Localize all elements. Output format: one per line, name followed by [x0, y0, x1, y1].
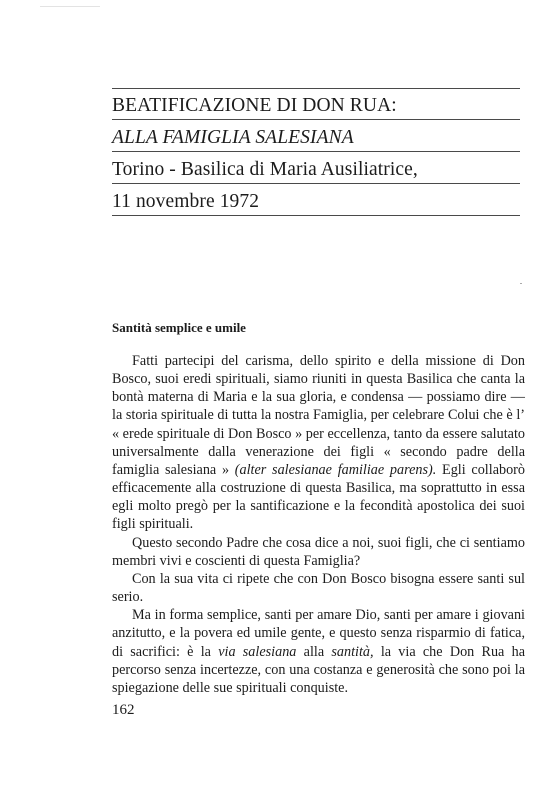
paragraph-4-text-a: Ma in forma semplice, santi per amare Dio, santi per amare i giovani anzitutto, e la povera ed umile gente, e questo senza risparmio di fatica, di sacrifici: è la	[112, 607, 525, 660]
scan-speck	[520, 283, 522, 284]
header-line-date: 11 novembre 1972	[112, 186, 520, 216]
paragraph-2: Questo secondo Padre che cosa dice a noi, suoi figli, che ci sentiamo membri vivi e coscienti di questa Famiglia?	[112, 534, 525, 569]
paragraph-3: Con la sua vita ci ripete che con Don Bosco bisogna essere santi sul serio.	[112, 570, 525, 606]
paragraph-4-text-c: alla	[296, 643, 332, 660]
paragraph-1-latin-quote: (alter salesianae familiae parens).	[234, 461, 437, 478]
section-title: Santità semplice e umile	[112, 320, 246, 335]
scan-speck	[40, 6, 100, 7]
paragraph-1-text-c: Egli collaborò efficacemente alla costruzione di questa Basilica, ma soprattutto in essa egli molto pregò per la santificazione e la fecondità apostolica dei suoi figli spirituali.	[112, 461, 525, 533]
paragraph-1	[112, 352, 525, 534]
paragraph-4	[112, 606, 525, 697]
chapter-header	[112, 88, 520, 218]
body-text	[112, 352, 525, 697]
page-number: 162	[112, 702, 135, 718]
paragraph-4-text-e: la via che Don Rua ha percorso senza incertezze, con una costanza e generosità che sono poi la spiegazione delle sue spirituali conquiste.	[112, 643, 525, 696]
paragraph-1-text-a: Fatti partecipi del carisma, dello spirito e della missione di Don Bosco, suoi eredi spirituali, siamo riuniti in questa Basilica che canta la bontà materna di Maria e la sua gloria, e condensa — possiamo dire — la storia spirituale di tutta la nostra Famiglia, per celebrare Colui che è l’ « erede spirituale di Don Bosco » per eccellenza, tanto da essere salutato universalmente dalla venerazione dei figli « secondo padre della famiglia salesiana »	[112, 353, 525, 478]
header-line-subtitle: ALLA FAMIGLIA SALESIANA	[112, 122, 520, 152]
paragraph-4-emphasis-santita: santità,	[331, 643, 374, 660]
header-line-place: Torino - Basilica di Maria Ausiliatrice,	[112, 154, 520, 184]
header-line-title: BEATIFICAZIONE DI DON RUA:	[112, 88, 520, 120]
paragraph-4-emphasis-via: via salesiana	[218, 643, 297, 660]
